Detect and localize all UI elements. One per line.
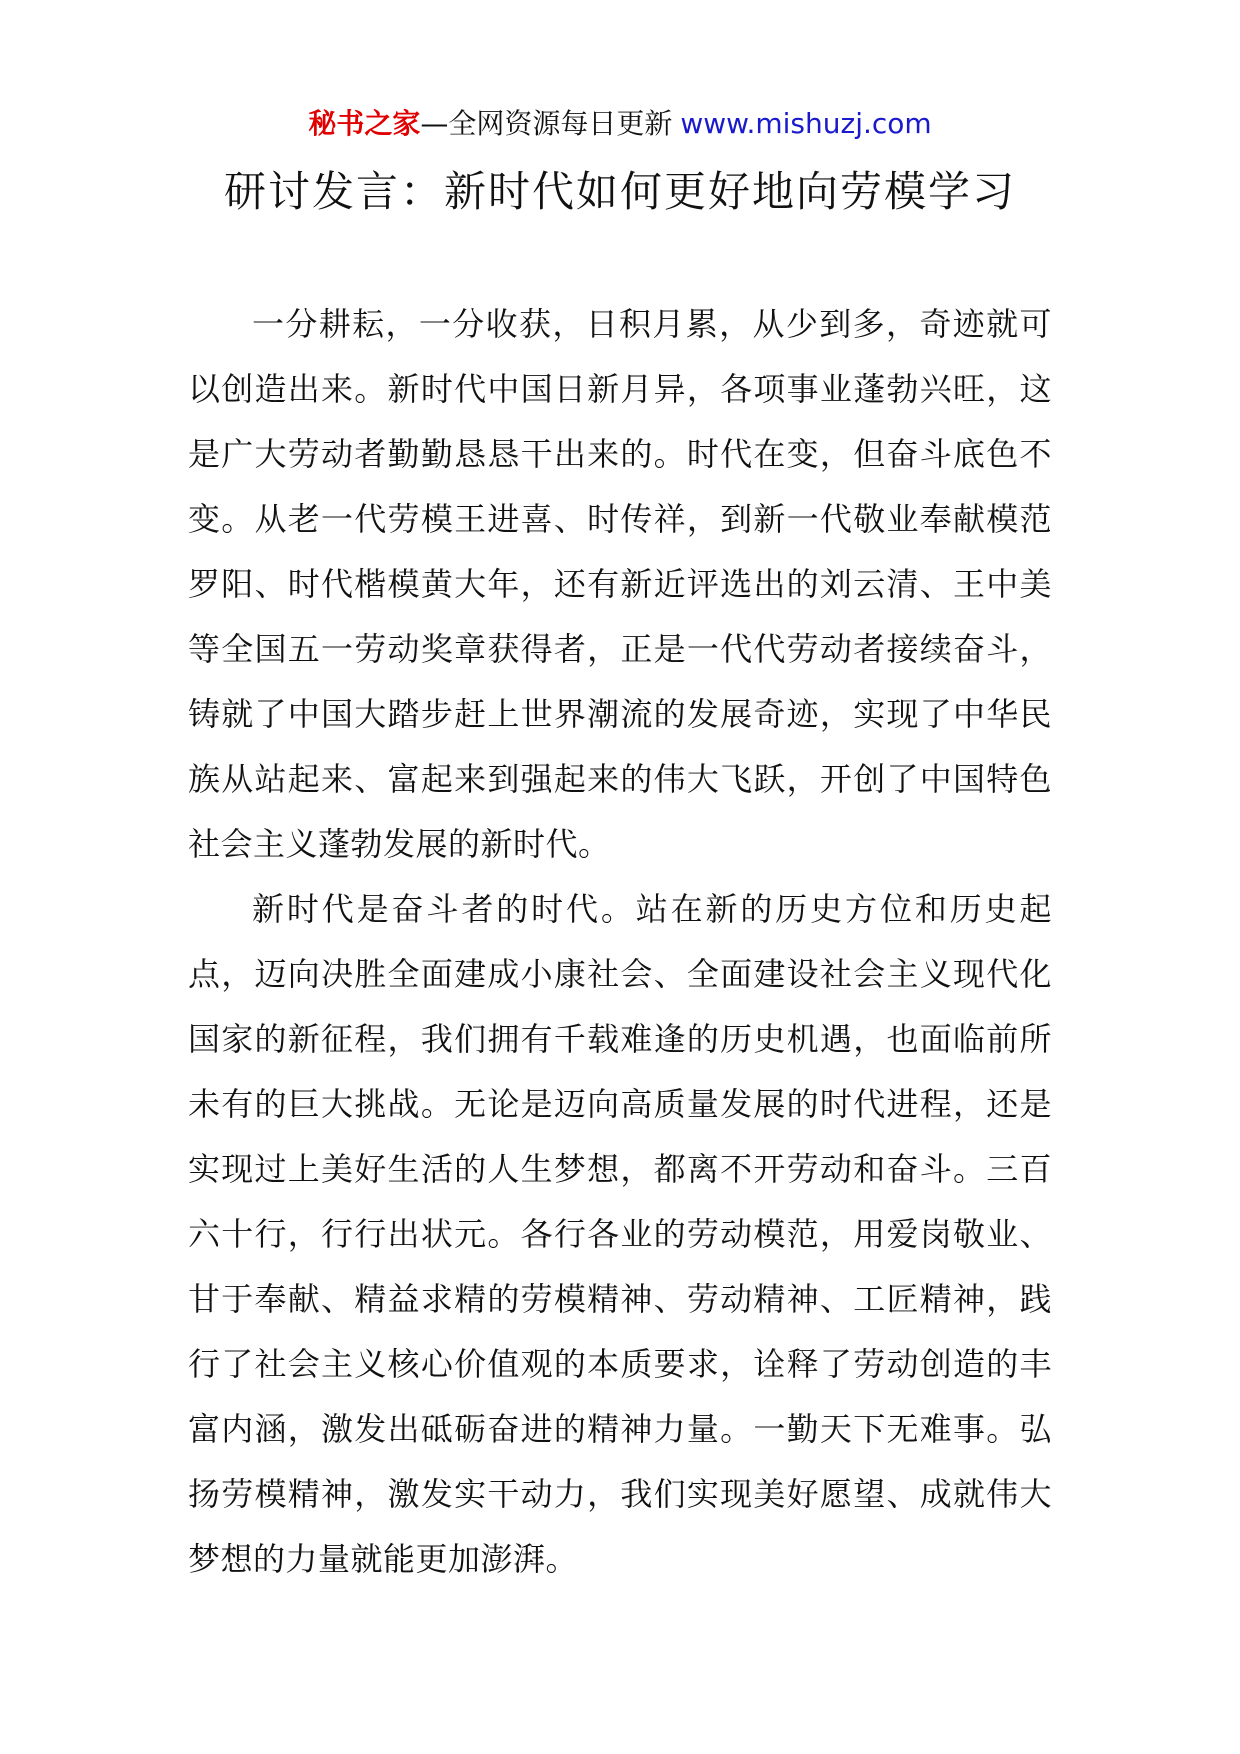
site-header xyxy=(0,104,1240,144)
header-slogan: —全网资源每日更新 xyxy=(420,107,673,140)
brand-name: 秘书之家 xyxy=(308,107,421,140)
paragraph-2: 新时代是奋斗者的时代。站在新的历史方位和历史起点，迈向决胜全面建成小康社会、全面建设社会主义现代化国家的新征程，我们拥有千载难逢的历史机遇，也面临前所未有的巨大挑战。无论是迈向高质量发展的时代进程，还是实现过上美好生活的人生梦想，都离不开劳动和奋斗。三百六十行，行行出状元。各行各业的劳动模范，用爱岗敬业、甘于奉献、精益求精的劳模精神、劳动精神、工匠精神，践行了社会主义核心价值观的本质要求，诠释了劳动创造的丰富内涵，激发出砥砺奋进的精神力量。一勤天下无难事。弘扬劳模精神，激发实干动力，我们实现美好愿望、成就伟大梦想的力量就能更加澎湃。 xyxy=(188,890,1052,1578)
site-url-link[interactable]: www.mishuzj.com xyxy=(680,107,932,140)
document-body xyxy=(188,292,1052,1592)
paragraph-1: 一分耕耘，一分收获，日积月累，从少到多，奇迹就可以创造出来。新时代中国日新月异，各项事业蓬勃兴旺，这是广大劳动者勤勤恳恳干出来的。时代在变，但奋斗底色不变。从老一代劳模王进喜、时传祥，到新一代敬业奉献模范罗阳、时代楷模黄大年，还有新近评选出的刘云清、王中美等全国五一劳动奖章获得者，正是一代代劳动者接续奋斗，铸就了中国大踏步赶上世界潮流的发展奇迹，实现了中华民族从站起来、富起来到强起来的伟大飞跃，开创了中国特色社会主义蓬勃发展的新时代。 xyxy=(188,305,1052,863)
document-title: 研讨发言：新时代如何更好地向劳模学习 xyxy=(223,167,1016,216)
